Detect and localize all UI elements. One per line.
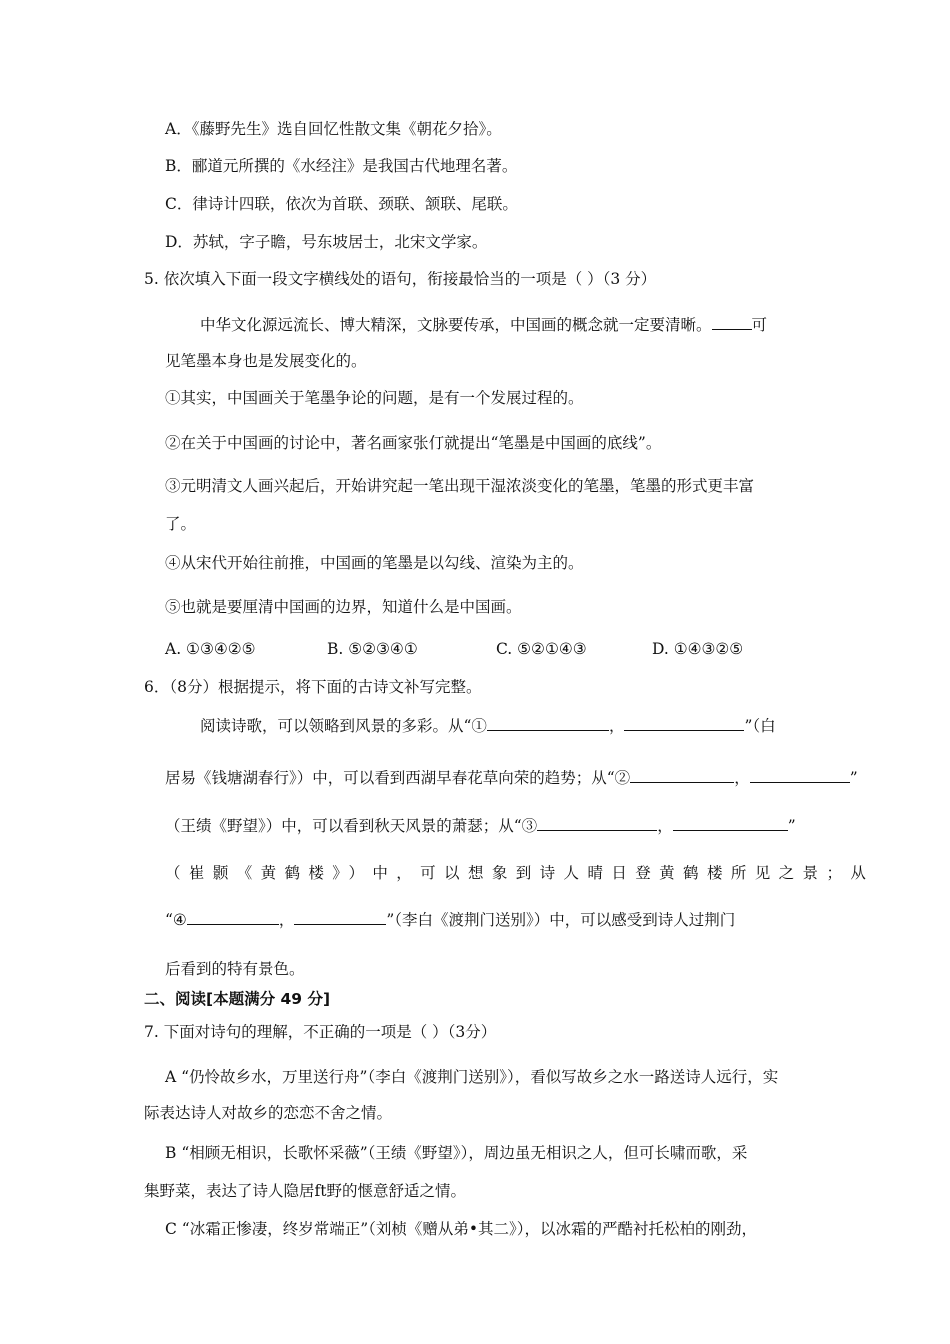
q5-option-d: D. ①④③②⑤ xyxy=(652,640,744,658)
q6-comma: ， xyxy=(278,911,295,929)
q6-stem: 6．（8分）根据提示，将下面的古诗文补写完整。 xyxy=(144,678,482,696)
q5-sentence-5: ⑤也就是要厘清中国画的边界，知道什么是中国画。 xyxy=(165,598,522,616)
q6-line5 xyxy=(165,908,735,931)
q6-blank-3b xyxy=(673,814,788,831)
q6-line2-tail: ” xyxy=(849,769,858,787)
q7-option-b-cont: 集野菜，表达了诗人隐居ft野的惬意舒适之情。 xyxy=(144,1182,466,1200)
q5-sentence-3: ③元明清文人画兴起后，开始讲究起一笔出现干湿浓淡变化的笔墨，笔墨的形式更丰富 xyxy=(165,477,755,495)
q6-line2-text: 居易《钱塘湖春行》）中，可以看到西湖早春花草向荣的趋势；从“② xyxy=(165,769,631,787)
q6-line1-tail: ”（白 xyxy=(744,717,776,735)
q5-option-b: B. ⑤②③④① xyxy=(327,640,418,658)
q6-blank-4b xyxy=(294,908,386,925)
q6-line6: 后看到的特有景色。 xyxy=(165,960,305,978)
q6-comma: ， xyxy=(657,817,673,835)
q5-stem: 5. 依次填入下面一段文字横线处的语句，衔接最恰当的一项是（ ）（3 分） xyxy=(144,270,657,288)
q7-option-c: C “冰霜正惨凄，终岁常端正”（刘桢《赠从弟•其二》），以冰霜的严酷衬托松柏的刚劲， xyxy=(165,1220,758,1238)
q7-stem: 7. 下面对诗句的理解，不正确的一项是（ ）（3分） xyxy=(144,1023,497,1041)
q6-line3-tail: ” xyxy=(787,817,796,835)
q5-answer-blank xyxy=(712,313,752,330)
q7-option-a: A “仍怜故乡水，万里送行舟”（李白《渡荆门送别》），看似写故乡之水一路送诗人远行，实 xyxy=(165,1068,779,1086)
q5-sentence-3-cont: 了。 xyxy=(165,515,197,533)
q7-option-a-cont: 际表达诗人对故乡的恋恋不舍之情。 xyxy=(144,1104,393,1122)
q6-line5-text: “④ xyxy=(165,911,187,929)
q6-blank-4a xyxy=(187,908,279,925)
q6-blank-2a xyxy=(630,766,734,783)
q6-line3-text: （王绩《野望》）中，可以看到秋天风景的萧瑟；从“③ xyxy=(165,817,538,835)
q4-option-a: A．《藤野先生》选自回忆性散文集《朝花夕拾》。 xyxy=(165,120,502,138)
q5-passage-text: 中华文化源远流长、博大精深，文脉要传承，中国画的概念就一定要清晰。 xyxy=(200,316,712,334)
q6-blank-1a xyxy=(487,714,609,731)
q6-line4: （崔颢《黄鹤楼》）中，可以想象到诗人晴日登黄鹤楼所见之景；从 xyxy=(165,864,875,882)
q6-blank-1b xyxy=(624,714,744,731)
q5-sentence-4: ④从宋代开始往前推，中国画的笔墨是以勾线、渲染为主的。 xyxy=(165,554,584,572)
q6-line3 xyxy=(165,814,796,837)
q5-passage-text-tail: 可 xyxy=(751,316,768,334)
q6-line2 xyxy=(165,766,858,789)
q5-passage-line2: 见笔墨本身也是发展变化的。 xyxy=(165,352,367,370)
q6-line5-tail: ”（李白《渡荆门送别》）中，可以感受到诗人过荆门 xyxy=(386,911,736,929)
q4-option-c: C．律诗计四联，依次为首联、颈联、颔联、尾联。 xyxy=(165,195,518,213)
q5-option-a: A. ①③④②⑤ xyxy=(165,640,256,658)
q5-sentence-1: ①其实，中国画关于笔墨争论的问题，是有一个发展过程的。 xyxy=(165,389,584,407)
q6-comma: ， xyxy=(608,717,625,735)
q5-passage-line1 xyxy=(200,313,767,336)
q5-sentence-2: ②在关于中国画的讨论中，著名画家张仃就提出“笔墨是中国画的底线”。 xyxy=(165,434,662,452)
q6-comma: ， xyxy=(734,769,750,787)
q6-blank-3a xyxy=(537,814,657,831)
q6-blank-2b xyxy=(750,766,850,783)
q4-option-d: D．苏轼，字子瞻，号东坡居士，北宋文学家。 xyxy=(165,233,488,251)
section-heading: 二、阅读[本题满分 49 分] xyxy=(144,990,331,1008)
q4-option-b: B．郦道元所撰的《水经注》是我国古代地理名著。 xyxy=(165,157,518,175)
q6-line1 xyxy=(200,714,776,737)
q6-line1-text: 阅读诗歌，可以领略到风景的多彩。从“① xyxy=(200,717,487,735)
q7-option-b: B “相顾无相识，长歌怀采薇”（王绩《野望》），周边虽无相识之人，但可长啸而歌，采 xyxy=(165,1144,748,1162)
q5-option-c: C. ⑤②①④③ xyxy=(496,640,587,658)
